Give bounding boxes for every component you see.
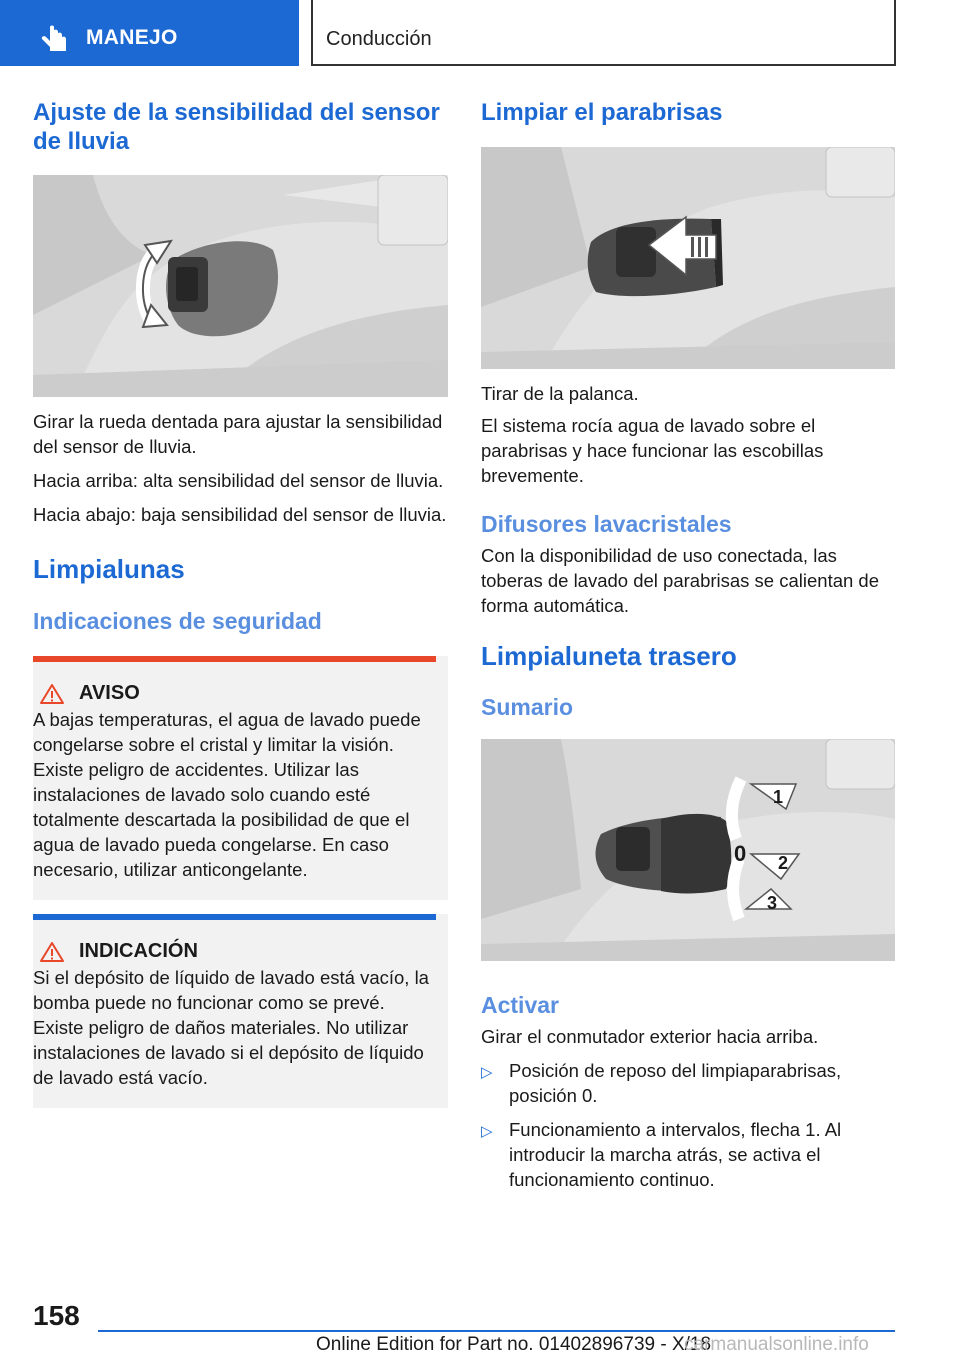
list-item-text: Posición de reposo del limpiaparabrisas, posición 0. bbox=[509, 1060, 842, 1106]
triangle-bullet-icon: ▷ bbox=[481, 1064, 493, 1081]
heading-summary: Sumario bbox=[481, 694, 574, 720]
list-item-text: Funcionamiento a intervalos, flecha 1. Al introducir la marcha atrás, se activa el funcionamiento continuo. bbox=[509, 1119, 842, 1190]
note-title-row bbox=[33, 920, 436, 963]
paragraph-pull-lever: Tirar de la palanca. bbox=[481, 383, 639, 404]
dial-label-0: 0 bbox=[734, 841, 747, 866]
paragraph-sensor-1: Girar la rueda dentada para ajustar la sensibilidad del sensor de lluvia. bbox=[33, 411, 443, 457]
steering-hand-icon bbox=[38, 25, 70, 55]
section-title: Conducción bbox=[326, 28, 432, 50]
warning-title-row bbox=[33, 662, 436, 705]
note-text: Si el depósito de líquido de lavado está vacío, la bomba puede no funcionar como se prevé. Existe peligro de daños materiales. No utilizar instalaciones de lavado si el depósito de líquido de lavado está vacío. bbox=[33, 967, 429, 1088]
footer-edition: Online Edition for Part no. 01402896739 - X/18 bbox=[316, 1334, 712, 1355]
paragraph-spray: El sistema rocía agua de lavado sobre el parabrisas y hace funcionar las escobillas brevemente. bbox=[481, 415, 824, 486]
heading-activate: Activar bbox=[481, 992, 559, 1018]
dial-label-1: 1 bbox=[773, 787, 784, 807]
paragraph-sensor-2: Hacia arriba: alta sensibilidad del sensor de lluvia. bbox=[33, 470, 444, 491]
warning-box bbox=[33, 656, 448, 900]
warning-triangle-icon bbox=[39, 941, 65, 963]
note-title: INDICACIÓN bbox=[79, 940, 198, 962]
paragraph-nozzles: Con la disponibilidad de uso conectada, las toberas de lavado del parabrisas se calientan de forma automática. bbox=[481, 545, 880, 616]
warning-text: A bajas temperaturas, el agua de lavado puede congelarse sobre el cristal y limitar la visión. Existe peligro de accidentes. Utilizar las instalaciones de lavado solo cuando esté totalmente descartada la posibilidad de que el agua de lavado pueda congelarse. En caso necesario, utilizar anticongelante. bbox=[33, 709, 421, 880]
heading-nozzles: Difusores lavacristales bbox=[481, 511, 732, 537]
left-column bbox=[33, 98, 448, 1108]
chapter-title: MANEJO bbox=[86, 26, 178, 49]
footer-watermark: carmanualsonline.info bbox=[684, 1334, 869, 1355]
note-box bbox=[33, 914, 448, 1108]
footer-rule bbox=[98, 1330, 895, 1332]
rear-wiper-dial-illustration bbox=[481, 739, 895, 961]
list-item bbox=[481, 1117, 895, 1192]
heading-rear-wiper: Limpialuneta trasero bbox=[481, 641, 737, 671]
heading-rain-sensor: Ajuste de la sensibilidad del sensor de lluvia bbox=[33, 99, 440, 155]
warning-title: AVISO bbox=[79, 682, 140, 704]
list-item bbox=[481, 1058, 895, 1108]
paragraph-sensor-3: Hacia abajo: baja sensibilidad del sensor de lluvia. bbox=[33, 504, 447, 525]
triangle-bullet-icon: ▷ bbox=[481, 1123, 493, 1140]
warning-triangle-icon bbox=[39, 683, 65, 705]
right-column bbox=[481, 98, 895, 1192]
dial-label-2: 2 bbox=[778, 853, 789, 873]
heading-limpialunas: Limpialunas bbox=[33, 554, 185, 584]
paragraph-activate: Girar el conmutador exterior hacia arriba. bbox=[481, 1026, 819, 1047]
wiper-lever-pull-illustration bbox=[481, 147, 895, 369]
heading-safety: Indicaciones de seguridad bbox=[33, 608, 322, 634]
chapter-tab[interactable] bbox=[0, 0, 299, 66]
heading-clean-windshield: Limpiar el parabrisas bbox=[481, 99, 723, 126]
rain-sensor-wheel-illustration bbox=[33, 175, 448, 397]
dial-label-3: 3 bbox=[767, 893, 778, 913]
page-number: 158 bbox=[33, 1300, 80, 1331]
